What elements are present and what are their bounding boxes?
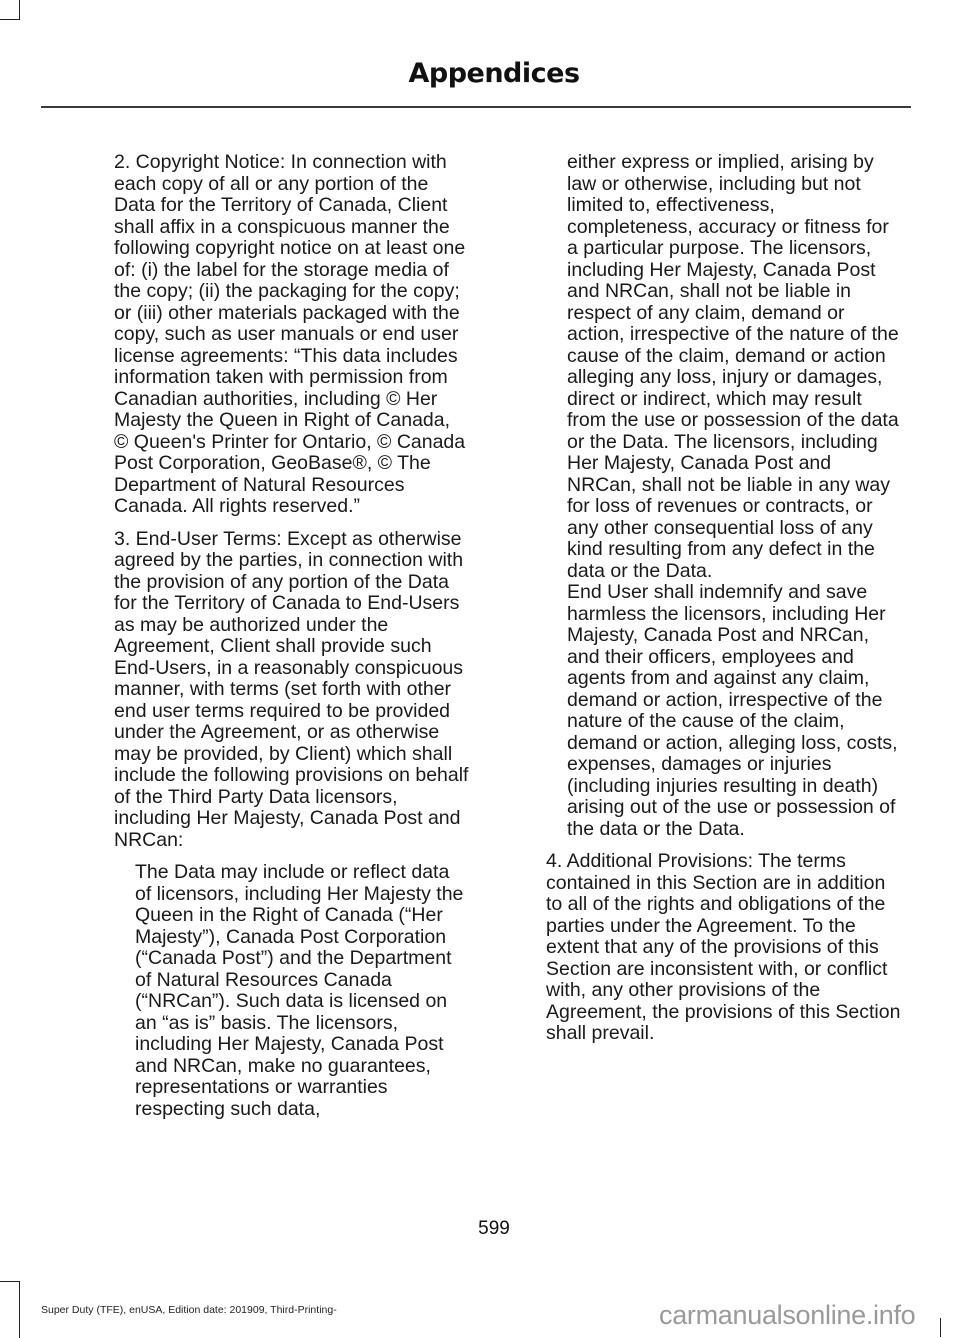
copyright-notice-paragraph: 2. Copyright Notice: In connection with each copy of all or any portion of the Data for the Territory of Canada, Client shall affix in a conspicuous manner the following copyright notice on at least one of: (i) the label for the storage media of the copy; (ii) the packaging for the copy; or (iii) other materials packaged with the copy, such as user manuals or end user license agreements: “This data includes information taken with permission from Canadian authorities, including © Her Majesty the Queen in Right of Canada, © Queen's Printer for Ontario, © Canada Post Corporation, GeoBase®, © The Department of Natural Resources Canada. All rights reserved.” xyxy=(114,151,466,517)
licensor-provisions-continued: either express or implied, arising by law or otherwise, including but not limited to, effectiveness, completeness, accuracy or fitness for a particular purpose. The licensors, including Her Majesty, Canada Post and NRCan, shall not be liable in respect of any claim, demand or action, irrespective of the nature of the cause of the claim, demand or action alleging any loss, injury or damages, direct or indirect, which may result from the use or possession of the data or the Data. The licensors, including Her Majesty, Canada Post and NRCan, shall not be liable in any way for loss of revenues or contracts, or any other consequential loss of any kind resulting from any defect in the data or the Data. xyxy=(567,151,899,582)
left-column xyxy=(114,152,469,1131)
watermark: carmanualsonline.info xyxy=(659,1300,916,1330)
page-title: Appendices xyxy=(408,58,580,89)
crop-mark-top-left xyxy=(0,0,20,20)
additional-provisions-paragraph: 4. Additional Provisions: The terms contained in this Section are in addition to all of the rights and obligations of the parties under the Agreement. To the extent that any of the provisions of this Section are inconsistent with, or conflict with, any other provisions of the Agreement, the provisions of this Section shall prevail. xyxy=(546,850,901,1044)
licensor-provisions-paragraph: The Data may include or reflect data of licensors, including Her Majesty the Queen in the Right of Canada (“Her Majesty”), Canada Post Corporation (“Canada Post”) and the Department of Natural Resources Canada (“NRCan”). Such data is licensed on an “as is” basis. The licensors, including Her Majesty, Canada Post and NRCan, make no guarantees, representations or warranties respecting such data, xyxy=(135,861,464,1120)
right-column xyxy=(546,152,903,1056)
end-user-terms-paragraph: 3. End-User Terms: Except as otherwise agreed by the parties, in connection with the provision of any portion of the Data for the Territory of Canada to End-Users as may be authorized under the Agreement, Client shall provide such End-Users, in a reasonably conspicuous manner, with terms (set forth with other end user terms required to be provided under the Agreement, or as otherwise may be provided, by Client) which shall include the following provisions on behalf of the Third Party Data licensors, including Her Majesty, Canada Post and NRCan: xyxy=(114,527,469,851)
header-divider xyxy=(41,106,911,108)
crop-mark-bottom-right xyxy=(940,1318,941,1337)
edition-info: Super Duty (TFE), enUSA, Edition date: 201909, Third-Printing- xyxy=(41,1304,337,1316)
crop-mark-bottom-left xyxy=(0,1281,20,1338)
page-number: 599 xyxy=(478,1218,510,1239)
indemnify-paragraph: End User shall indemnify and save harmless the licensors, including Her Majesty, Canada Post and NRCan, and their officers, employees and agents from and against any claim, demand or action, irrespective of the nature of the cause of the claim, demand or action, alleging loss, costs, expenses, damages or injuries (including injuries resulting in death) arising out of the use or possession of the data or the Data. xyxy=(567,581,898,840)
